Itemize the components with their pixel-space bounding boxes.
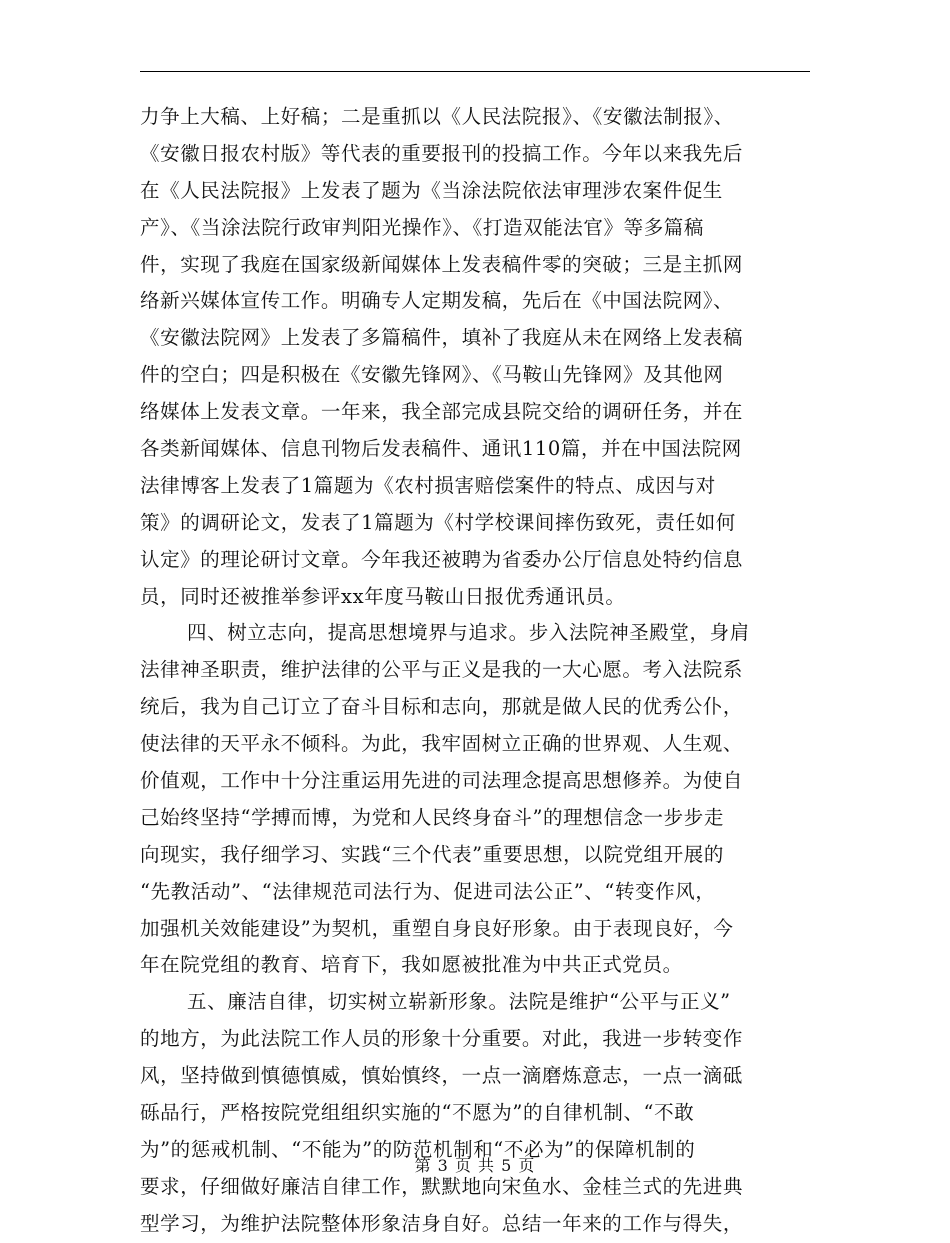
text-line: 型学习，为维护法院整体形象洁身自好。总结一年来的工作与得失， <box>140 1211 744 1235</box>
text-line: 为”的惩戒机制、“不能为”的防范机制和“不必为”的保障机制的 <box>140 1137 696 1161</box>
text-line: 各类新闻媒体、信息刊物后发表稿件、通讯110篇，并在中国法院网 <box>140 437 742 461</box>
text-line: 认定》的理论研讨文章。今年我还被聘为省委办公厅信息处特约信息 <box>140 547 744 571</box>
text-line: “先教活动”、“法律规范司法行为、促进司法公正”、“转变作风， <box>140 879 716 903</box>
text-line: 风，坚持做到慎德慎威，慎始慎终，一点一滴磨炼意志，一点一滴砥 <box>140 1064 744 1088</box>
text-line: 法律博客上发表了1篇题为《农村损害赔偿案件的特点、成因与对 <box>140 473 716 497</box>
paragraph-start-line: 四、树立志向，提高思想境界与追求。步入法院神圣殿堂，身肩 <box>187 621 750 645</box>
text-line: 统后，我为自己订立了奋斗目标和志向，那就是做人民的优秀公仆， <box>140 695 744 719</box>
text-line: 法律神圣职责，维护法律的公平与正义是我的一大心愿。考入法院系 <box>140 658 744 682</box>
header-rule <box>140 71 810 72</box>
text-line: 策》的调研论文，发表了1篇题为《村学校课间摔伤致死，责任如何 <box>140 510 736 534</box>
body-text <box>140 99 820 1243</box>
text-line: 件，实现了我庭在国家级新闻媒体上发表稿件零的突破；三是主抓网 <box>140 252 744 276</box>
text-line: 《安徽日报农村版》等代表的重要报刊的投搞工作。今年以来我先后 <box>140 141 744 165</box>
text-line: 力争上大稿、上好稿；二是重抓以《人民法院报》、《安徽法制报》、 <box>140 105 734 128</box>
text-line: 的地方，为此法院工作人员的形象十分重要。对此，我进一步转变作 <box>140 1027 744 1051</box>
paragraph-start-line: 五、廉洁自律，切实树立崭新形象。法院是维护“公平与正义” <box>187 990 731 1014</box>
text-line: 要求，仔细做好廉洁自律工作，默默地向宋鱼水、金桂兰式的先进典 <box>140 1174 744 1198</box>
text-line: 加强机关效能建设”为契机，重塑自身良好形象。由于表现良好，今 <box>140 916 734 940</box>
text-line: 己始终坚持“学搏而博，为党和人民终身奋斗”的理想信念一步步走 <box>140 805 724 829</box>
text-line: 向现实，我仔细学习、实践“三个代表”重要思想，以院党组开展的 <box>140 842 724 866</box>
text-line: 使法律的天平永不倾科。为此，我牢固树立正确的世界观、人生观、 <box>140 732 744 756</box>
text-line: 砾品行，严格按院党组组织实施的“不愿为”的自律机制、“不敢 <box>140 1101 695 1125</box>
text-line: 络新兴媒体宣传工作。明确专人定期发稿，先后在《中国法院网》、 <box>140 289 734 313</box>
text-line: 年在院党组的教育、培育下，我如愿被批准为中共正式党员。 <box>140 953 683 977</box>
text-line: 《安徽法院网》上发表了多篇稿件，填补了我庭从未在网络上发表稿 <box>140 326 744 350</box>
text-line: 络媒体上发表文章。一年来，我全部完成县院交给的调研任务，并在 <box>140 400 744 424</box>
text-line: 产》、《当涂法院行政审判阳光操作》、《打造双能法官》等多篇稿 <box>140 215 705 239</box>
page-number-footer: 第 3 页 共 5 页 <box>414 1156 536 1175</box>
text-line: 在《人民法院报》上发表了题为《当涂法院依法审理涉农案件促生 <box>140 178 723 202</box>
text-line: 价值观，工作中十分注重运用先进的司法理念提高思想修养。为使自 <box>140 769 744 793</box>
text-line: 件的空白；四是积极在《安徽先锋网》、《马鞍山先锋网》及其他网 <box>140 363 724 387</box>
text-line: 员，同时还被推举参评xx年度马鞍山日报优秀通讯员。 <box>140 584 626 608</box>
